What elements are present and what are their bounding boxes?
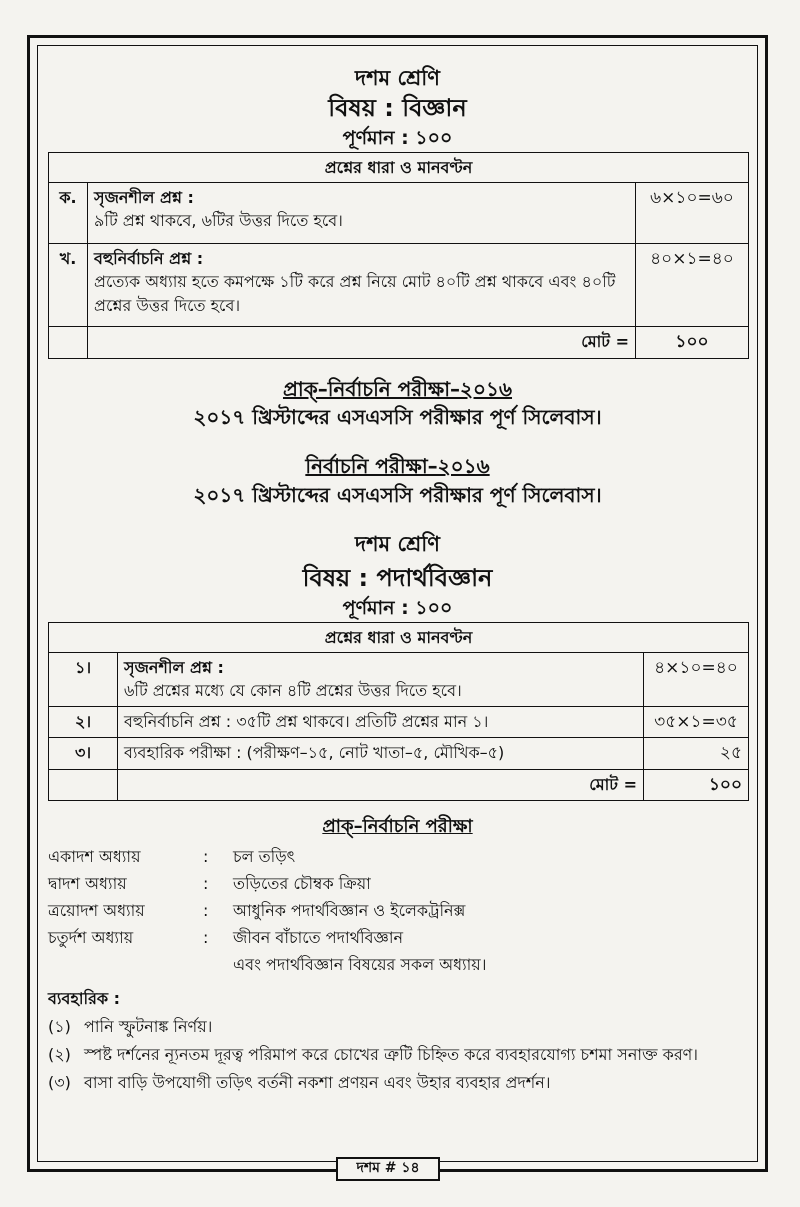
item-number: (১) [48, 1017, 71, 1036]
item-number: (৩) [48, 1073, 71, 1092]
row-marks: ৪×১০=৪০ [644, 653, 749, 706]
list-item [48, 1041, 758, 1069]
list-item [48, 897, 738, 924]
total-label-1: মোট = [88, 327, 636, 359]
row-text: প্রত্যেক অধ্যায় হতে কমপক্ষে ১টি করে প্রশ্ন নিয়ে মোট ৪০টি প্রশ্ন থাকবে এবং ৪০টি প্রশ্নের উত্তর দিতে হবে। [94, 272, 616, 315]
row-marks: ২৫ [644, 738, 749, 770]
list-item [48, 870, 738, 897]
chapter-topic: আধুনিক পদার্থবিজ্ঞান ও ইলেকট্রনিক্স [233, 901, 466, 920]
table-row [49, 183, 749, 244]
item-text: পানি স্ফুটনাঙ্ক নির্ণয়। [84, 1017, 213, 1036]
total-label-2: মোট = [118, 769, 644, 801]
row-label: ২। [49, 706, 118, 738]
full-marks-1: পূর্ণমান : ১০০ [342, 127, 453, 149]
item-text: স্পষ্ট দর্শনের ন্যূনতম দূরত্ব পরিমাপ করে চোখের ত্রুটি চিহ্নিত করে ব্যবহারযোগ্য চশমা সনাক্ত করণ। [84, 1045, 699, 1064]
row-heading: বহুনির্বাচনি প্রশ্ন : [94, 249, 204, 269]
table-row [49, 706, 749, 738]
table-title-2: প্রশ্নের ধারা ও মানবণ্টন [49, 623, 749, 653]
list-item [48, 843, 738, 870]
chapter-name: চতুর্দশ অধ্যায় [48, 928, 134, 947]
row-text: ব্যবহারিক পরীক্ষা : (পরীক্ষণ–১৫, নোট খাতা–৫, মৌখিক–৫) [118, 738, 644, 770]
list-item [48, 1013, 758, 1041]
chapter-sep: : [203, 901, 209, 920]
practical-list [48, 985, 758, 1097]
chapter-sep: : [203, 847, 209, 866]
marks-table-1 [48, 152, 749, 359]
chapter-topic: তড়িতের চৌম্বক ক্রিয়া [233, 874, 371, 893]
chapter-name: একাদশ অধ্যায় [48, 847, 141, 866]
chapter-topic: জীবন বাঁচাতে পদার্থবিজ্ঞান [233, 928, 404, 947]
subject-title-1: বিষয় : বিজ্ঞান [328, 94, 467, 122]
item-number: (২) [48, 1045, 71, 1064]
table-row [49, 738, 749, 770]
page-footer: দশম # ১৪ [336, 1157, 440, 1181]
row-label: ১। [49, 653, 118, 706]
class-title-1: দশম শ্রেণি [355, 66, 440, 90]
item-text: বাসা বাড়ি উপযোগী তড়িৎ বর্তনী নকশা প্রণয়ন এবং উহার ব্যবহার প্রদর্শন। [84, 1073, 551, 1092]
chapter-name: দ্বাদশ অধ্যায় [48, 874, 127, 893]
total-value-1: ১০০ [636, 327, 749, 359]
row-marks: ৩৫×১=৩৫ [644, 706, 749, 738]
full-marks-2: পূর্ণমান : ১০০ [342, 597, 453, 619]
list-item [48, 951, 738, 978]
chapter-topic: এবং পদার্থবিজ্ঞান বিষয়ের সকল অধ্যায়। [233, 955, 487, 974]
row-heading: সৃজনশীল প্রশ্ন : [124, 658, 224, 678]
table-row [49, 653, 749, 706]
row-label: ৩। [49, 738, 118, 770]
subject-title-2: বিষয় : পদার্থবিজ্ঞান [302, 564, 493, 592]
chapter-name [48, 951, 203, 978]
class-title-2: দশম শ্রেণি [355, 532, 440, 556]
pre-exam-title-2: প্রাক্–নির্বাচনি পরীক্ষা [322, 816, 473, 837]
row-marks: ৪০×১=৪০ [636, 244, 749, 327]
list-item [48, 924, 738, 951]
syllabus-test: ২০১৭ খ্রিস্টাব্দের এসএসসি পরীক্ষার পূর্ণ সিলেবাস। [193, 483, 602, 507]
syllabus-pre: ২০১৭ খ্রিস্টাব্দের এসএসসি পরীক্ষার পূর্ণ সিলেবাস। [193, 405, 602, 429]
practical-title: ব্যবহারিক : [48, 989, 121, 1008]
chapter-sep: : [203, 928, 209, 947]
row-text: ৯টি প্রশ্ন থাকবে, ৬টির উত্তর দিতে হবে। [94, 211, 343, 231]
exam-title-test: নির্বাচনি পরীক্ষা–২০১৬ [305, 454, 490, 478]
chapter-list [48, 843, 738, 978]
row-text: বহুনির্বাচনি প্রশ্ন : ৩৫টি প্রশ্ন থাকবে। প্রতিটি প্রশ্নের মান ১। [118, 706, 644, 738]
chapter-sep: : [203, 874, 209, 893]
total-value-2: ১০০ [644, 769, 749, 801]
row-text: ৬টি প্রশ্নের মধ্যে যে কোন ৪টি প্রশ্নের উত্তর দিতে হবে। [124, 681, 462, 701]
chapter-sep [203, 951, 233, 978]
table-title-1: প্রশ্নের ধারা ও মানবণ্টন [49, 153, 749, 183]
row-heading: সৃজনশীল প্রশ্ন : [94, 188, 194, 208]
row-label: ক. [49, 183, 88, 244]
chapter-topic: চল তড়িৎ [233, 847, 296, 866]
row-label: খ. [49, 244, 88, 327]
exam-title-pre: প্রাক্–নির্বাচনি পরীক্ষা–২০১৬ [282, 377, 513, 401]
table-row [49, 244, 749, 327]
marks-table-2 [48, 622, 749, 801]
chapter-name: ত্রয়োদশ অধ্যায় [48, 901, 145, 920]
list-item [48, 1069, 758, 1097]
row-marks: ৬×১০=৬০ [636, 183, 749, 244]
